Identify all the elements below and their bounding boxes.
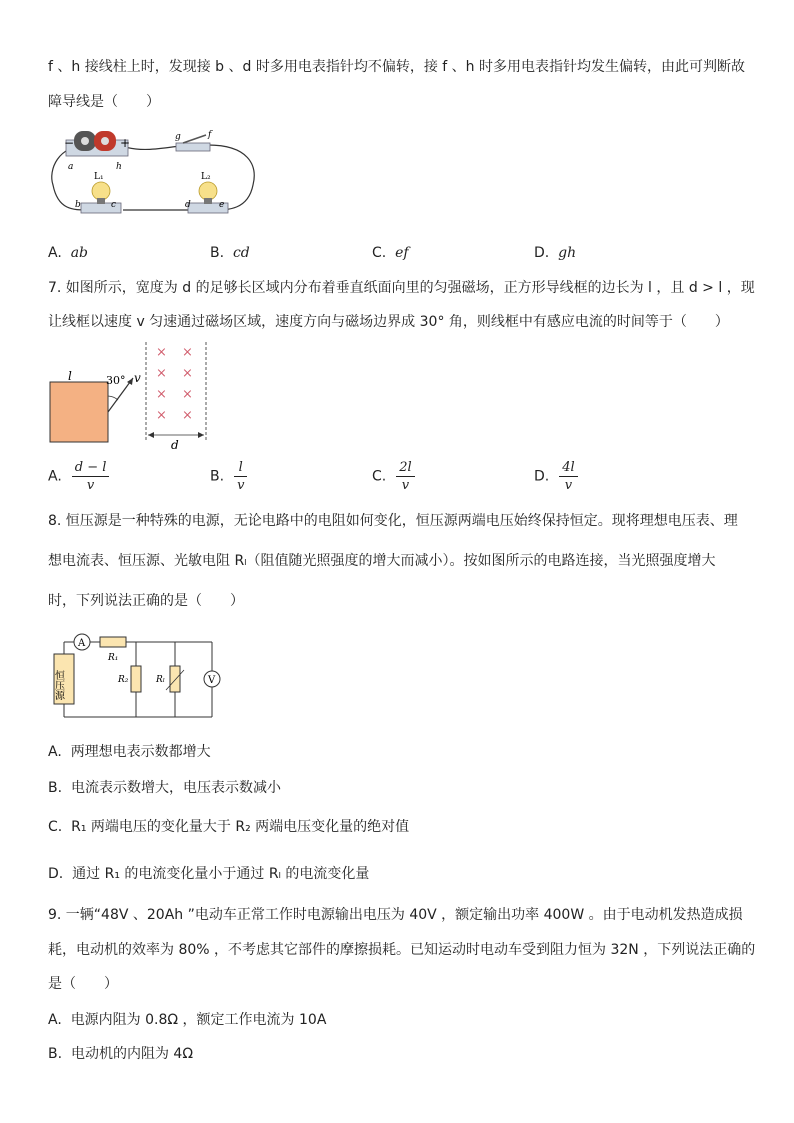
field-cross: × bbox=[156, 408, 167, 423]
fig-label-b: b bbox=[75, 200, 81, 210]
field-cross: × bbox=[182, 408, 193, 423]
q7-option-d: D. $\frac{4l}{v}$ bbox=[534, 459, 578, 494]
field-cross: × bbox=[182, 345, 193, 360]
q7-option-a: A. $\frac{d - l}{v}$ bbox=[48, 459, 109, 494]
q9-option-b: B. 电动机的内阻为 4Ω bbox=[48, 1046, 194, 1062]
q6-circuit-figure bbox=[48, 125, 263, 225]
fig-label-c: c bbox=[111, 200, 117, 210]
fig-R1-top: R₁ bbox=[108, 653, 119, 663]
q9-stem-line2: 耗，电动机的效率为 80% ，不考虑其它部件的摩擦损耗。已知运动时电动车受到阻力恒为 32N ，下列说法正确的 bbox=[48, 942, 756, 958]
fig-label-d: d bbox=[171, 438, 179, 452]
q9-stem-line3: 是（ ） bbox=[48, 976, 118, 992]
fig-RL: Rₗ bbox=[156, 675, 165, 685]
q6-stem-line1: f 、h 接线柱上时，发现接 b 、d 时多用电表指针均不偏转，接 f 、h 时多用电表指针均发生偏转，由此可判断故 bbox=[48, 59, 745, 75]
fig-label-h: h bbox=[116, 162, 122, 172]
q7-stem-line1: 7. 如图所示，宽度为 d 的足够长区域内分布着垂直纸面向里的匀强磁场，正方形导线框的边长为 l ，且 d > l ，现 bbox=[48, 280, 755, 296]
q8-option-b: B. 电流表示数增大，电压表示数减小 bbox=[48, 780, 281, 796]
q6-stem-line2: 障导线是（ ） bbox=[48, 94, 160, 110]
q9-option-a: A. 电源内阻为 0.8Ω ，额定工作电流为 10A bbox=[48, 1012, 327, 1028]
field-cross: × bbox=[156, 387, 167, 402]
q8-stem-line3: 时，下列说法正确的是（ ） bbox=[48, 593, 244, 609]
q6-option-b: B. cd bbox=[210, 245, 250, 261]
fig-label-v: v bbox=[134, 371, 141, 385]
q8-stem-line1: 8. 恒压源是一种特殊的电源，无论电路中的电阻如何变化，恒压源两端电压始终保持恒定。现将理想电压表、理 bbox=[48, 513, 738, 529]
field-cross: × bbox=[182, 366, 193, 381]
field-cross: × bbox=[156, 345, 167, 360]
q8-option-c: C. R₁ 两端电压的变化量大于 R₂ 两端电压变化量的绝对值 bbox=[48, 819, 410, 835]
q8-option-a: A. 两理想电表示数都增大 bbox=[48, 744, 211, 760]
fig-label-plus: + bbox=[120, 136, 131, 150]
fig-label-l: l bbox=[68, 369, 72, 383]
q8-stem-line2: 想电流表、恒压源、光敏电阻 Rₗ（阻值随光照强度的增大而减小）。按如图所示的电路连接，当光照强度增大 bbox=[48, 553, 716, 569]
q7-option-c: C. $\frac{2l}{v}$ bbox=[372, 459, 415, 494]
fig-label-e: e bbox=[219, 200, 225, 210]
q7-option-b: B. $\frac{l}{v}$ bbox=[210, 459, 247, 494]
field-cross: × bbox=[182, 387, 193, 402]
fig-label-g: g bbox=[175, 132, 181, 142]
fig-label-L2: L₂ bbox=[201, 172, 211, 182]
fig-label-f: f bbox=[208, 130, 212, 140]
q6-option-a: A. ab bbox=[48, 245, 88, 261]
q7-magnetic-figure bbox=[48, 340, 218, 452]
q8-circuit-figure bbox=[48, 632, 223, 722]
q6-option-d: D. gh bbox=[534, 245, 577, 261]
fig-ammeter-label: A bbox=[78, 638, 86, 649]
fig-R2: R₂ bbox=[118, 675, 129, 685]
fig-source-char: 恒压源 bbox=[52, 670, 64, 700]
fig-label-d: d bbox=[185, 200, 191, 210]
fig-label-L1: L₁ bbox=[94, 172, 104, 182]
fig-voltmeter-label: V bbox=[208, 675, 216, 686]
fig-label-angle: 30° bbox=[106, 374, 126, 387]
q7-stem-line2: 让线框以速度 v 匀速通过磁场区域，速度方向与磁场边界成 30° 角，则线框中有感应电流的时间等于（ ） bbox=[48, 314, 729, 330]
fig-label-a: a bbox=[68, 162, 74, 172]
fig-label-minus: − bbox=[64, 136, 75, 150]
q6-option-c: C. ef bbox=[372, 245, 409, 261]
field-cross: × bbox=[156, 366, 167, 381]
q8-option-d: D. 通过 R₁ 的电流变化量小于通过 Rₗ 的电流变化量 bbox=[48, 866, 370, 882]
q9-stem-line1: 9. 一辆“48V 、20Ah ”电动车正常工作时电源输出电压为 40V ，额定输出功率 400W 。由于电动机发热造成损 bbox=[48, 907, 743, 923]
